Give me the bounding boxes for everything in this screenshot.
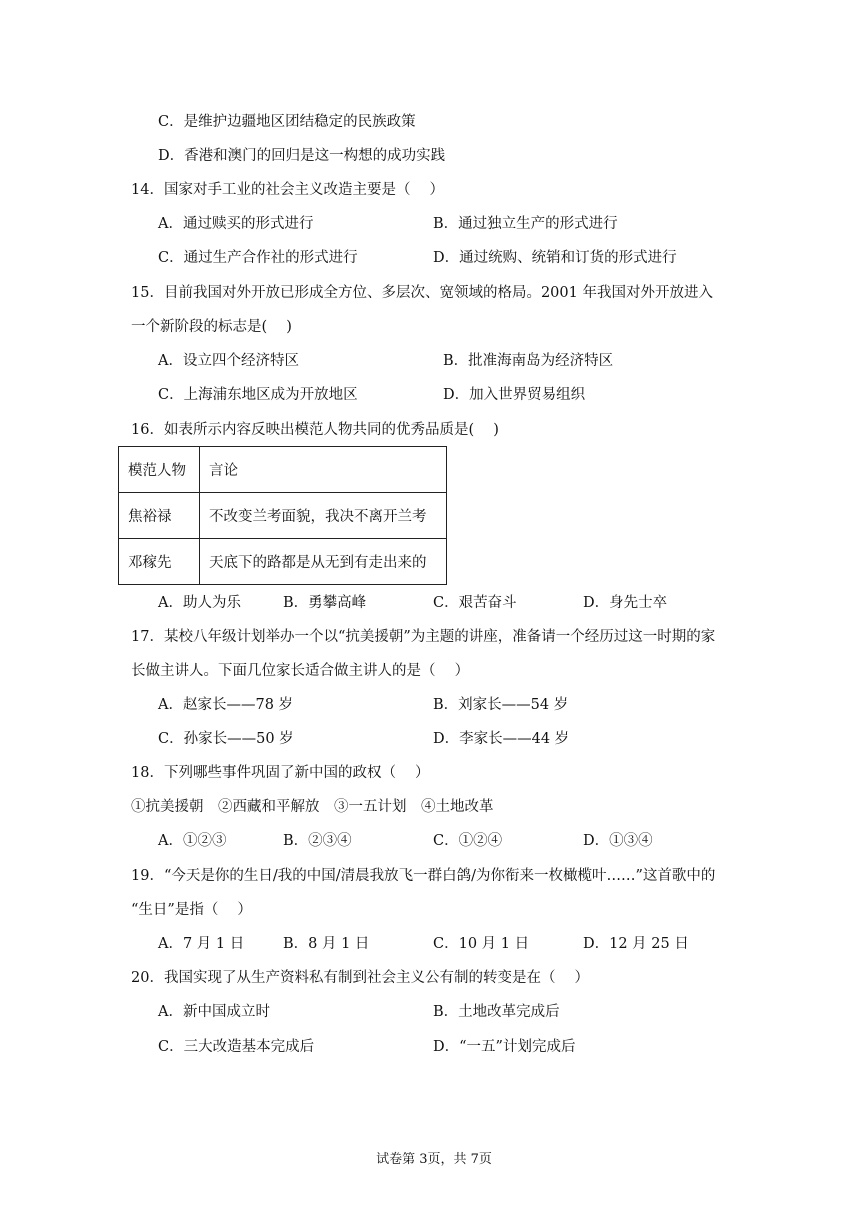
q20-option-b: B．土地改革完成后 — [433, 1004, 560, 1020]
q14-option-c: C．通过生产合作社的形式进行 — [158, 250, 358, 266]
q14-option-d: D．通过统购、统销和订货的形式进行 — [433, 250, 677, 266]
q14-stem: 14．国家对手工业的社会主义改造主要是（ ） — [131, 182, 445, 198]
q18-items: ①抗美援朝 ②西藏和平解放 ③一五计划 ④土地改革 — [131, 799, 494, 815]
q20-option-a: A．新中国成立时 — [158, 1004, 270, 1020]
table-header-row — [119, 447, 447, 493]
q19-option-d: D．12 月 25 日 — [583, 936, 689, 952]
table-header-cell: 言论 — [200, 447, 447, 493]
q14-option-a: A．通过赎买的形式进行 — [158, 216, 314, 232]
q16-stem: 16．如表所示内容反映出模范人物共同的优秀品质是( ) — [131, 422, 499, 438]
q14-option-b: B．通过独立生产的形式进行 — [433, 216, 618, 232]
table-row — [119, 493, 447, 539]
q16-option-c: C．艰苦奋斗 — [433, 595, 517, 611]
q20-option-d: D．“一五”计划完成后 — [433, 1039, 576, 1055]
table-cell: 焦裕禄 — [119, 493, 200, 539]
q15-stem-line2: 一个新阶段的标志是( ) — [131, 319, 292, 335]
q15-stem-line1: 15．目前我国对外开放已形成全方位、多层次、宽领域的格局。2001 年我国对外开放进入 — [131, 285, 713, 301]
q17-option-b: B．刘家长——54 岁 — [433, 697, 569, 713]
q19-option-a: A．7 月 1 日 — [158, 936, 245, 952]
q13-option-c: C．是维护边疆地区团结稳定的民族政策 — [158, 114, 416, 130]
q19-stem-line2: “生日”是指（ ） — [131, 902, 252, 918]
q15-option-d: D．加入世界贸易组织 — [443, 387, 586, 403]
page-footer: 试卷第 3页，共 7页 — [376, 1152, 492, 1167]
table-row — [119, 539, 447, 585]
q18-option-c: C．①②④ — [433, 833, 503, 849]
q19-option-b: B．8 月 1 日 — [283, 936, 370, 952]
q18-option-d: D．①③④ — [583, 833, 653, 849]
q19-stem-line1: 19．“今天是你的生日/我的中国/清晨我放飞一群白鸽/为你衔来一枚橄榄叶……”这首歌中的 — [131, 868, 716, 884]
table-cell: 邓稼先 — [119, 539, 200, 585]
q16-option-a: A．助人为乐 — [158, 595, 241, 611]
q18-option-b: B．②③④ — [283, 833, 352, 849]
q13-option-d: D．香港和澳门的回归是这一构想的成功实践 — [158, 148, 446, 164]
q15-option-b: B．批准海南岛为经济特区 — [443, 353, 614, 369]
q17-stem-line1: 17．某校八年级计划举办一个以“抗美援朝”为主题的讲座，准备请一个经历过这一时期的家 — [131, 629, 716, 645]
q20-option-c: C．三大改造基本完成后 — [158, 1039, 315, 1055]
q20-stem: 20．我国实现了从生产资料私有制到社会主义公有制的转变是在（ ） — [131, 970, 590, 986]
q17-option-d: D．李家长——44 岁 — [433, 731, 570, 747]
table-cell: 天底下的路都是从无到有走出来的 — [200, 539, 447, 585]
table-cell: 不改变兰考面貌，我决不离开兰考 — [200, 493, 447, 539]
q17-stem-line2: 长做主讲人。下面几位家长适合做主讲人的是（ ） — [131, 663, 470, 679]
q17-option-c: C．孙家长——50 岁 — [158, 731, 294, 747]
q18-option-a: A．①②③ — [158, 833, 227, 849]
q16-option-b: B．勇攀高峰 — [283, 595, 367, 611]
q15-option-a: A．设立四个经济特区 — [158, 353, 299, 369]
q17-option-a: A．赵家长——78 岁 — [158, 697, 294, 713]
q16-option-d: D．身先士卒 — [583, 595, 668, 611]
q15-option-c: C．上海浦东地区成为开放地区 — [158, 387, 358, 403]
q16-table — [118, 446, 447, 585]
table-header-cell: 模范人物 — [119, 447, 200, 493]
q19-option-c: C．10 月 1 日 — [433, 936, 530, 952]
q18-stem: 18．下列哪些事件巩固了新中国的政权（ ） — [131, 765, 430, 781]
